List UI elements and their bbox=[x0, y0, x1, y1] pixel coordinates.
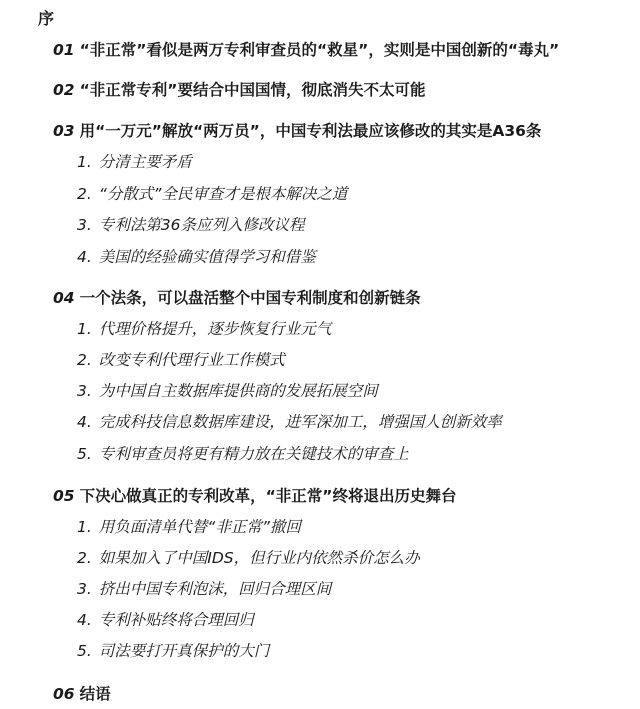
subsection-number: 4. bbox=[77, 248, 92, 266]
subsection-text: “分散式”全民审查才是根本解决之道 bbox=[98, 185, 348, 203]
subsection-item[interactable] bbox=[77, 152, 192, 172]
subsection-item[interactable] bbox=[77, 381, 378, 401]
section-title: “非正常”看似是两万专利审查员的“救星”，实则是中国创新的“毒丸” bbox=[79, 41, 560, 59]
subsection-item[interactable] bbox=[77, 247, 316, 267]
subsection-item[interactable] bbox=[77, 319, 331, 339]
subsection-item[interactable] bbox=[77, 350, 285, 370]
section-number: 04 bbox=[53, 289, 75, 307]
subsection-number: 1. bbox=[77, 320, 92, 338]
subsection-item[interactable] bbox=[77, 184, 347, 204]
subsection-number: 3. bbox=[77, 580, 92, 598]
section-number: 01 bbox=[53, 41, 75, 59]
subsection-text: 如果加入了中国IDS，但行业内依然杀价怎么办 bbox=[98, 549, 420, 567]
section-04 bbox=[53, 288, 638, 463]
subsection-number: 4. bbox=[77, 413, 92, 431]
section-title: 结语 bbox=[79, 685, 111, 703]
section-01 bbox=[53, 40, 638, 60]
section-number: 06 bbox=[53, 685, 75, 703]
toc-title: 序 bbox=[38, 9, 55, 28]
subsection-number: 2. bbox=[77, 351, 92, 369]
section-title: 一个法条，可以盘活整个中国专利制度和创新链条 bbox=[79, 289, 421, 307]
section-heading[interactable] bbox=[53, 288, 638, 308]
section-02 bbox=[53, 80, 638, 100]
subsection-text: 美国的经验确实值得学习和借鉴 bbox=[98, 248, 316, 266]
section-03 bbox=[53, 121, 638, 266]
section-heading[interactable] bbox=[53, 684, 638, 704]
section-heading[interactable] bbox=[53, 40, 638, 60]
section-title: “非正常专利”要结合中国国情，彻底消失不太可能 bbox=[79, 81, 426, 99]
subsection-number: 4. bbox=[77, 611, 92, 629]
section-number: 02 bbox=[53, 81, 75, 99]
subsection-text: 司法要打开真保护的大门 bbox=[98, 642, 270, 660]
subsection-item[interactable] bbox=[77, 412, 502, 432]
subsection-number: 3. bbox=[77, 216, 92, 234]
subsection-item[interactable] bbox=[77, 610, 254, 630]
section-heading[interactable] bbox=[53, 121, 638, 141]
subsection-number: 2. bbox=[77, 549, 92, 567]
subsection-text: 挤出中国专利泡沫，回归合理区间 bbox=[98, 580, 332, 598]
subsection-text: 专利补贴终将合理回归 bbox=[98, 611, 254, 629]
section-title: 用“一万元”解放“两万员”，中国专利法最应该修改的其实是A36条 bbox=[79, 122, 542, 140]
section-heading[interactable] bbox=[53, 80, 638, 100]
subsection-number: 5. bbox=[77, 642, 92, 660]
subsection-text: 改变专利代理行业工作模式 bbox=[98, 351, 285, 369]
subsection-text: 为中国自主数据库提供商的发展拓展空间 bbox=[98, 382, 378, 400]
section-heading[interactable] bbox=[53, 486, 638, 506]
subsection-text: 用负面清单代替“非正常”撤回 bbox=[98, 518, 301, 536]
subsection-number: 2. bbox=[77, 185, 92, 203]
section-number: 03 bbox=[53, 122, 75, 140]
subsection-item[interactable] bbox=[77, 579, 331, 599]
section-05 bbox=[53, 486, 638, 660]
subsection-text: 代理价格提升，逐步恢复行业元气 bbox=[98, 320, 332, 338]
subsection-text: 分清主要矛盾 bbox=[98, 153, 192, 171]
subsection-item[interactable] bbox=[77, 641, 269, 661]
subsection-text: 专利审查员将更有精力放在关键技术的审查上 bbox=[98, 445, 409, 463]
section-06 bbox=[53, 684, 638, 704]
subsection-number: 5. bbox=[77, 445, 92, 463]
subsection-number: 1. bbox=[77, 518, 92, 536]
subsection-item[interactable] bbox=[77, 548, 420, 568]
subsection-text: 专利法第36条应列入修改议程 bbox=[98, 216, 305, 234]
subsection-item[interactable] bbox=[77, 215, 305, 235]
subsection-item[interactable] bbox=[77, 517, 301, 537]
subsection-number: 3. bbox=[77, 382, 92, 400]
subsection-number: 1. bbox=[77, 153, 92, 171]
subsection-text: 完成科技信息数据库建设，进军深加工，增强国人创新效率 bbox=[98, 413, 502, 431]
section-number: 05 bbox=[53, 487, 75, 505]
subsection-item[interactable] bbox=[77, 444, 409, 464]
section-title: 下决心做真正的专利改革，“非正常”终将退出历史舞台 bbox=[79, 487, 457, 505]
